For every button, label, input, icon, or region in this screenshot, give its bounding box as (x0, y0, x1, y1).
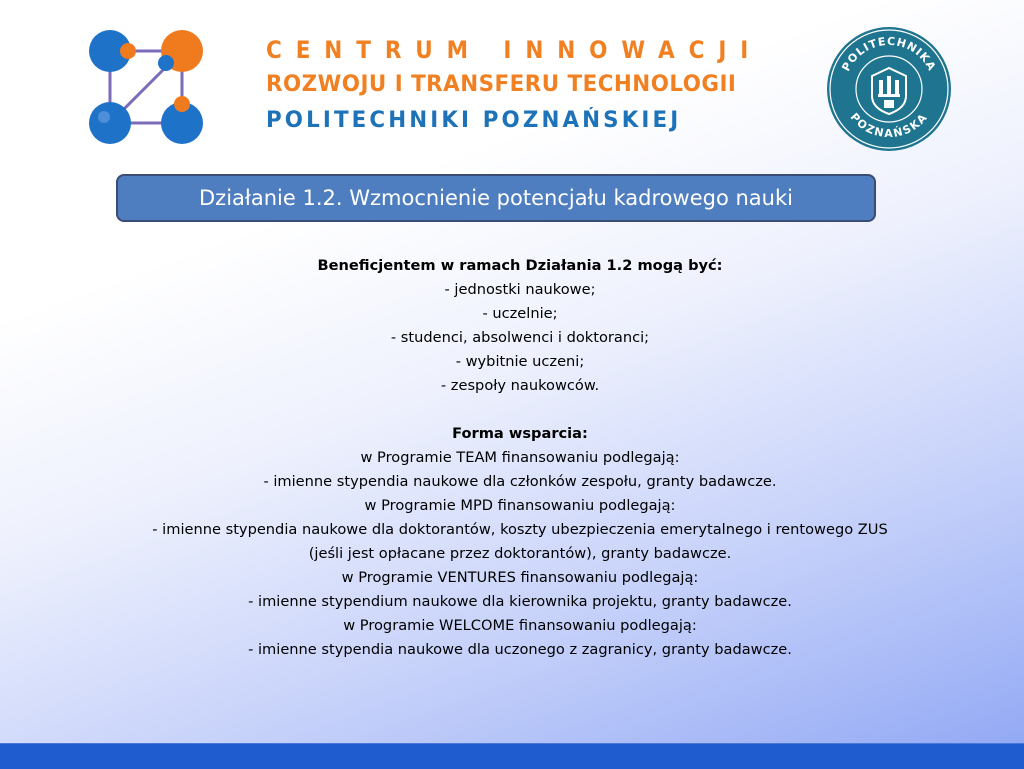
university-seal-logo (826, 26, 952, 152)
support-line: - imienne stypendium naukowe dla kierownika projektu, granty badawcze. (248, 593, 792, 610)
support-line: - imienne stypendia naukowe dla doktorantów, koszty ubezpieczenia emerytalnego i rentowego ZUS (152, 521, 888, 538)
footer-bar (0, 743, 1024, 769)
support-line: - imienne stypendia naukowe dla członków zespołu, granty badawcze. (263, 473, 777, 490)
slide-title: Działanie 1.2. Wzmocnienie potencjału kadrowego nauki (116, 174, 876, 222)
support-line: w Programie WELCOME finansowaniu podlegają: (343, 617, 697, 634)
support-line: (jeśli jest opłacane przez doktorantów), granty badawcze. (308, 545, 732, 562)
seal-top-text: POLITECHNIKA (839, 34, 939, 74)
org-name (266, 38, 776, 136)
org-name-line-1: CENTRUM INNOWACJI (266, 36, 763, 64)
section-spacer (70, 398, 970, 422)
support-line: w Programie VENTURES finansowaniu podlegają: (341, 569, 699, 586)
header (0, 0, 1024, 160)
beneficiary-item: - jednostki naukowe; (444, 281, 596, 298)
support-line: w Programie MPD finansowaniu podlegają: (364, 497, 676, 514)
beneficiary-item: - uczelnie; (482, 305, 558, 322)
org-name-line-2: ROZWOJU I TRANSFERU TECHNOLOGII (266, 72, 737, 97)
beneficiaries-heading: Beneficjentem w ramach Działania 1.2 mogą być: (317, 257, 723, 274)
beneficiary-item: - wybitnie uczeni; (455, 353, 585, 370)
beneficiary-item: - zespoły naukowców. (440, 377, 600, 394)
seal-bottom-text: POZNAŃSKA (847, 110, 931, 141)
support-line: w Programie TEAM finansowaniu podlegają: (360, 449, 680, 466)
support-heading: Forma wsparcia: (452, 425, 588, 442)
org-name-line-3: POLITECHNIKI POZNAŃSKIEJ (266, 108, 682, 133)
beneficiary-item: - studenci, absolwenci i doktoranci; (390, 329, 650, 346)
support-line: - imienne stypendia naukowe dla uczonego z zagranicy, granty badawcze. (248, 641, 792, 658)
network-nodes-logo (82, 25, 212, 149)
slide-content (70, 254, 970, 662)
